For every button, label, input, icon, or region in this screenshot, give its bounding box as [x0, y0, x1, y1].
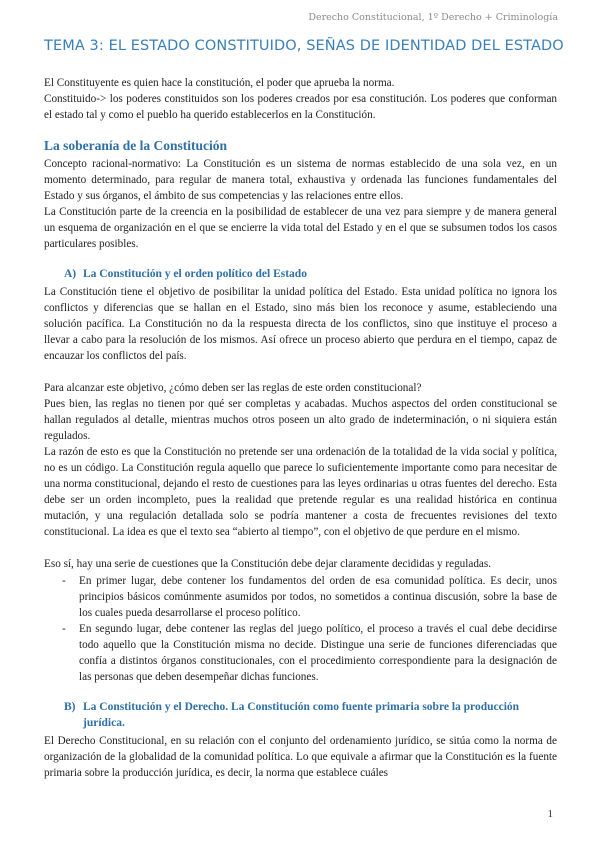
subsection-title: La Constitución y el orden político del Estado	[83, 268, 307, 280]
body-paragraph: El Derecho Constitucional, en su relación con el conjunto del ordenamiento jurídico, se sitúa como la norma de organización de la globalidad de la comunidad política. Lo que equivale a afirmar que la Constitución es la fuente primaria sobre la producción jurídica, es decir, la norma que establece cuáles	[44, 735, 557, 779]
chapter-title: TEMA 3: EL ESTADO CONSTITUIDO, SEÑAS DE IDENTIDAD DEL ESTADO	[44, 38, 564, 54]
body-paragraph: Pues bien, las reglas no tienen por qué ser completas y acabadas. Muchos aspectos del orden constitucional se hallan regulados al detalle, mientras muchos otros poseen un alto grado de indeterminación, o ni siquiera están regulados.	[44, 398, 557, 442]
body-paragraph: La Constitución tiene el objetivo de posibilitar la unidad política del Estado. Esta unidad política no ignora los conflictos y diferencias que se hallan en el Estado, sino más bien los reconoce y asume, estableciendo una solución pacífica. La Constitución no da la respuesta directa de los conflictos, sino que instituye el proceso a llevar a cabo para la resolución de los mismos. Así ofrece un proceso abierto que perdura en el tiempo, capaz de encauzar los conflictos del país.	[44, 286, 557, 362]
list-item: - En segundo lugar, debe contener las reglas del juego político, el proceso a través el cual debe decidirse todo aquello que la Constitución misma no decide. Distingue una serie de funciones diferenciadas que confía a distintos órganos constitucionales, con el procedimiento correspondiente para la designación de las personas que deben desempeñar dichas funciones.	[79, 621, 557, 685]
subsection-heading-a	[64, 266, 557, 282]
paragraph-gap	[44, 540, 557, 556]
paragraph-gap	[44, 364, 557, 380]
subsection-marker: A)	[64, 268, 77, 280]
subsection-marker: B)	[64, 701, 76, 713]
intro-paragraph: Constituido-> los poderes constituidos son los poderes creados por esa constitución. Los poderes que conforman el estado tal y como el pueblo ha querido establecerlos en la Constitución.	[44, 93, 557, 121]
body-paragraph: La razón de esto es que la Constitución no pretende ser una ordenación de la totalidad de la vida social y política, no es un código. La Constitución regula aquello que parece lo suficientemente importante como para necesitar de una norma constitucional, dejando el resto de cuestiones para las leyes ordinarias u otras fuentes del derecho. Esta debe ser un orden incompleto, pues la realidad que pretende regular es una realidad histórica en continua mutación, y una regulación detallada solo se podría mantener a costa de frecuentes revisiones del texto constitucional. La idea es que el texto sea “abierto al tiempo”, con el objetivo de que perdure en el mismo.	[44, 446, 557, 538]
body-paragraph: Eso sí, hay una serie de cuestiones que la Constitución debe dejar claramente decididas y reguladas.	[44, 558, 492, 570]
list-item: - En primer lugar, debe contener los fundamentos del orden de esa comunidad política. Es decir, unos principios básicos comúnmente asumidos por todos, no sometidos a continua discusión, sobre la base de los cuales pueda desarrollarse el proceso político.	[79, 573, 557, 621]
subsection-heading-b	[64, 699, 557, 731]
body-paragraph: Para alcanzar este objetivo, ¿cómo deben ser las reglas de este orden constitucional?	[44, 382, 422, 394]
page-content	[44, 38, 564, 781]
intro-paragraph: El Constituyente es quien hace la constitución, el poder que aprueba la norma.	[44, 77, 395, 89]
section-heading-soberania: La soberanía de la Constitución	[44, 138, 228, 153]
body-paragraph: Concepto racional-normativo: La Constitución es un sistema de normas establecido de una sola vez, en un momento determinado, para regular de manera total, exhaustiva y ordenada las funciones fundamentales del Estado y sus órganos, el ámbito de sus competencias y las relaciones entre ellos.	[44, 158, 557, 202]
subsection-title: La Constitución y el Derecho. La Constitución como fuente primaria sobre la producción jurídica.	[83, 701, 520, 729]
running-header: Derecho Constitucional, 1º Derecho + Criminología	[308, 12, 558, 23]
page-number: 1	[547, 808, 553, 820]
dash-list	[44, 573, 557, 685]
body-paragraph: La Constitución parte de la creencia en la posibilidad de establecer de una vez para siempre y de manera general un esquema de organización en el que se encierre la vida total del Estado y en el que se subsumen todos los casos particulares posibles.	[44, 206, 557, 250]
